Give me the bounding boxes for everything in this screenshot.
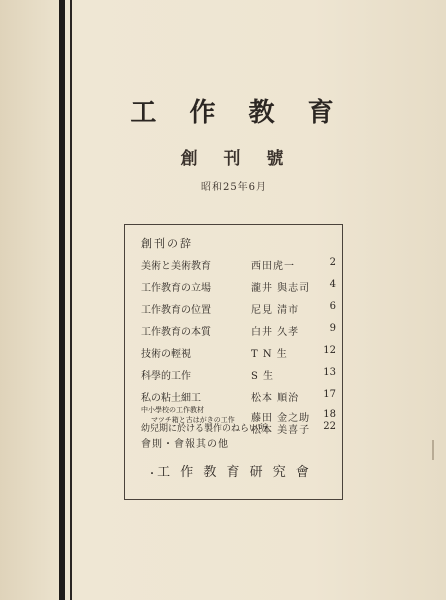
toc-entry-page: 18: [323, 409, 336, 420]
toc-heading: 創刊の辞: [141, 237, 193, 250]
bullet-mark: ・: [147, 469, 157, 480]
binding-line-thin: [70, 0, 72, 600]
toc-entry-title-line2: マツチ箱と古はがきの工作: [151, 416, 235, 424]
publisher-name: 工 作 教 育 研 究 會: [157, 465, 312, 480]
toc-misc-entry: 會則・會報其の他: [141, 439, 229, 450]
table-of-contents: [124, 224, 343, 500]
toc-entry: [141, 279, 336, 297]
toc-entry-page: 13: [323, 367, 336, 378]
binding-area: [0, 0, 58, 600]
toc-entry-title-line1: 中小學校の工作教材: [141, 406, 204, 414]
toc-entry: [141, 257, 336, 275]
issue-date: 昭和25年6月: [200, 182, 268, 193]
toc-entry-page: 4: [329, 279, 336, 290]
toc-entry-author: 松本 順治: [251, 393, 300, 404]
toc-entry-author: S 生: [251, 371, 275, 382]
toc-entry-page: 17: [323, 389, 336, 400]
toc-entry: [141, 345, 336, 363]
toc-entry-title: 工作教育の本質: [141, 327, 211, 338]
toc-entry-title: 幼兒期に於ける製作のねらい所: [141, 424, 268, 434]
toc-entry: [141, 301, 336, 319]
toc-entry-title: 科學的工作: [141, 371, 191, 382]
toc-entry-page: 22: [323, 421, 336, 432]
toc-entry-author: 尼見 清市: [251, 305, 300, 316]
toc-entry-page: 9: [329, 323, 336, 334]
toc-entry-page: 12: [323, 345, 336, 356]
journal-title: 工 作 教 育: [130, 98, 346, 128]
page-smudge: [432, 440, 434, 460]
toc-entry-page: 6: [329, 301, 336, 312]
toc-entry-author: 松本 美喜子: [251, 425, 311, 436]
toc-entry-author: 西田虎一: [251, 261, 295, 272]
toc-entry-title: 工作教育の立場: [141, 283, 211, 294]
toc-entry-title: 工作教育の位置: [141, 305, 211, 316]
toc-entry-author: 瀧井 與志司: [251, 283, 311, 294]
binding-line-thick: [59, 0, 65, 600]
issue-label: 創 刊 號: [180, 149, 294, 169]
toc-entry: [141, 323, 336, 341]
toc-entry-page: 2: [329, 257, 336, 268]
toc-entry-title: 技術の輕視: [141, 349, 191, 360]
toc-entry-author: 白井 久孝: [251, 327, 300, 338]
toc-entry-title: 美術と美術教育: [141, 261, 211, 272]
toc-entry-title: 私の粘土細工: [141, 393, 201, 404]
toc-entry-author: T N 生: [251, 349, 288, 360]
toc-entry-author: 藤田 金之助: [251, 413, 311, 424]
toc-entry: [141, 367, 336, 385]
